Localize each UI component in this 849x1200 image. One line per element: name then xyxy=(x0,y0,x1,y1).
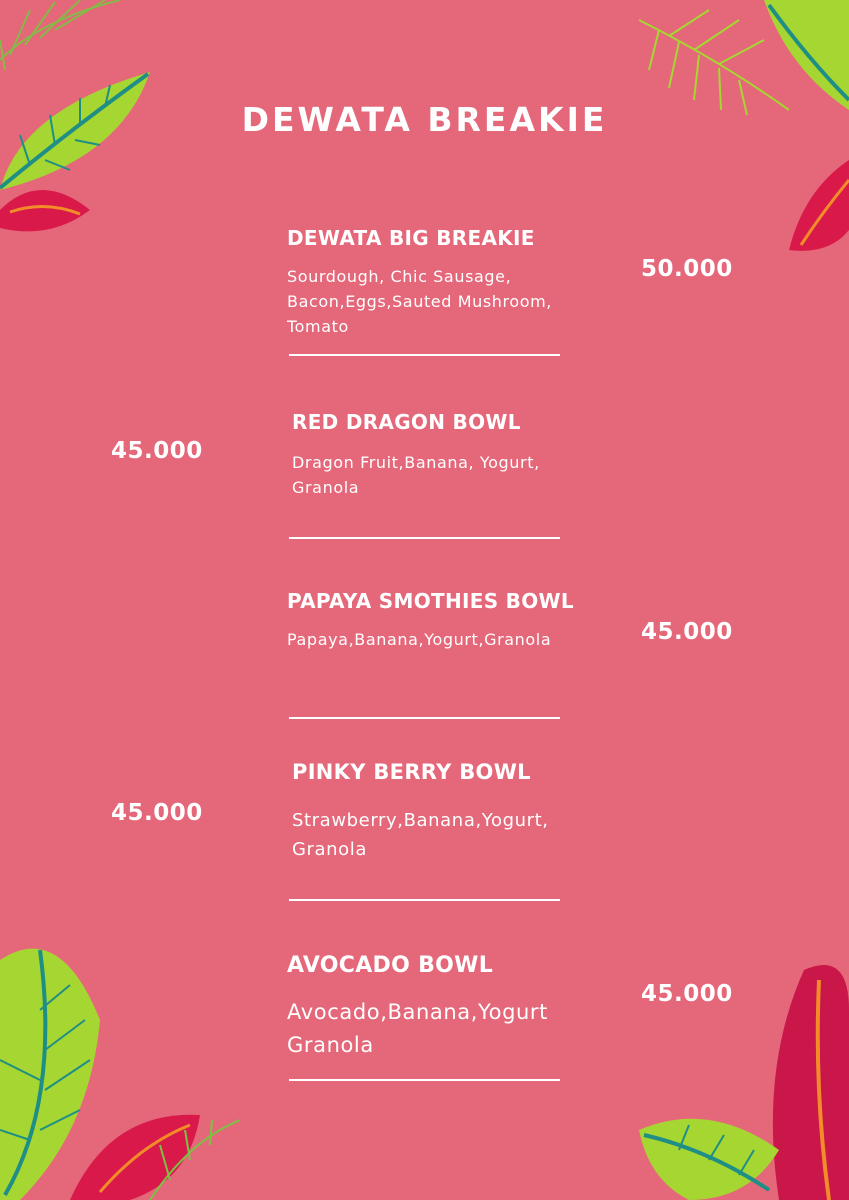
menu-item xyxy=(287,953,617,1062)
item-price: 45.000 xyxy=(111,438,203,464)
item-price: 50.000 xyxy=(641,256,733,282)
item-description: Papaya,Banana,Yogurt,Granola xyxy=(287,630,552,649)
item-divider xyxy=(289,1079,560,1081)
item-name: PAPAYA SMOTHIES BOWL xyxy=(287,589,574,613)
item-name: PINKY BERRY BOWL xyxy=(292,760,531,784)
item-description: Sourdough, Chic Sausage, Bacon,Eggs,Sauted Mushroom, Tomato xyxy=(287,267,552,336)
item-price: 45.000 xyxy=(641,981,733,1007)
menu-item xyxy=(292,410,622,500)
item-description: Dragon Fruit,Banana, Yogurt, Granola xyxy=(292,453,540,497)
item-divider xyxy=(289,354,560,356)
item-divider xyxy=(289,899,560,901)
item-name: DEWATA BIG BREAKIE xyxy=(287,226,535,250)
item-divider xyxy=(289,537,560,539)
item-description: Strawberry,Banana,Yogurt, Granola xyxy=(292,810,549,860)
tropical-leaves-bottom-left-icon xyxy=(0,930,240,1200)
item-divider xyxy=(289,717,560,719)
item-name: AVOCADO BOWL xyxy=(287,953,494,978)
menu-item xyxy=(287,226,617,339)
menu-title: DEWATA BREAKIE xyxy=(241,100,608,139)
menu-item xyxy=(287,589,617,652)
menu-item xyxy=(292,760,622,864)
item-price: 45.000 xyxy=(641,619,733,645)
item-name: RED DRAGON BOWL xyxy=(292,410,521,434)
item-price: 45.000 xyxy=(111,800,203,826)
item-description: Avocado,Banana,Yogurt Granola xyxy=(287,1000,548,1057)
